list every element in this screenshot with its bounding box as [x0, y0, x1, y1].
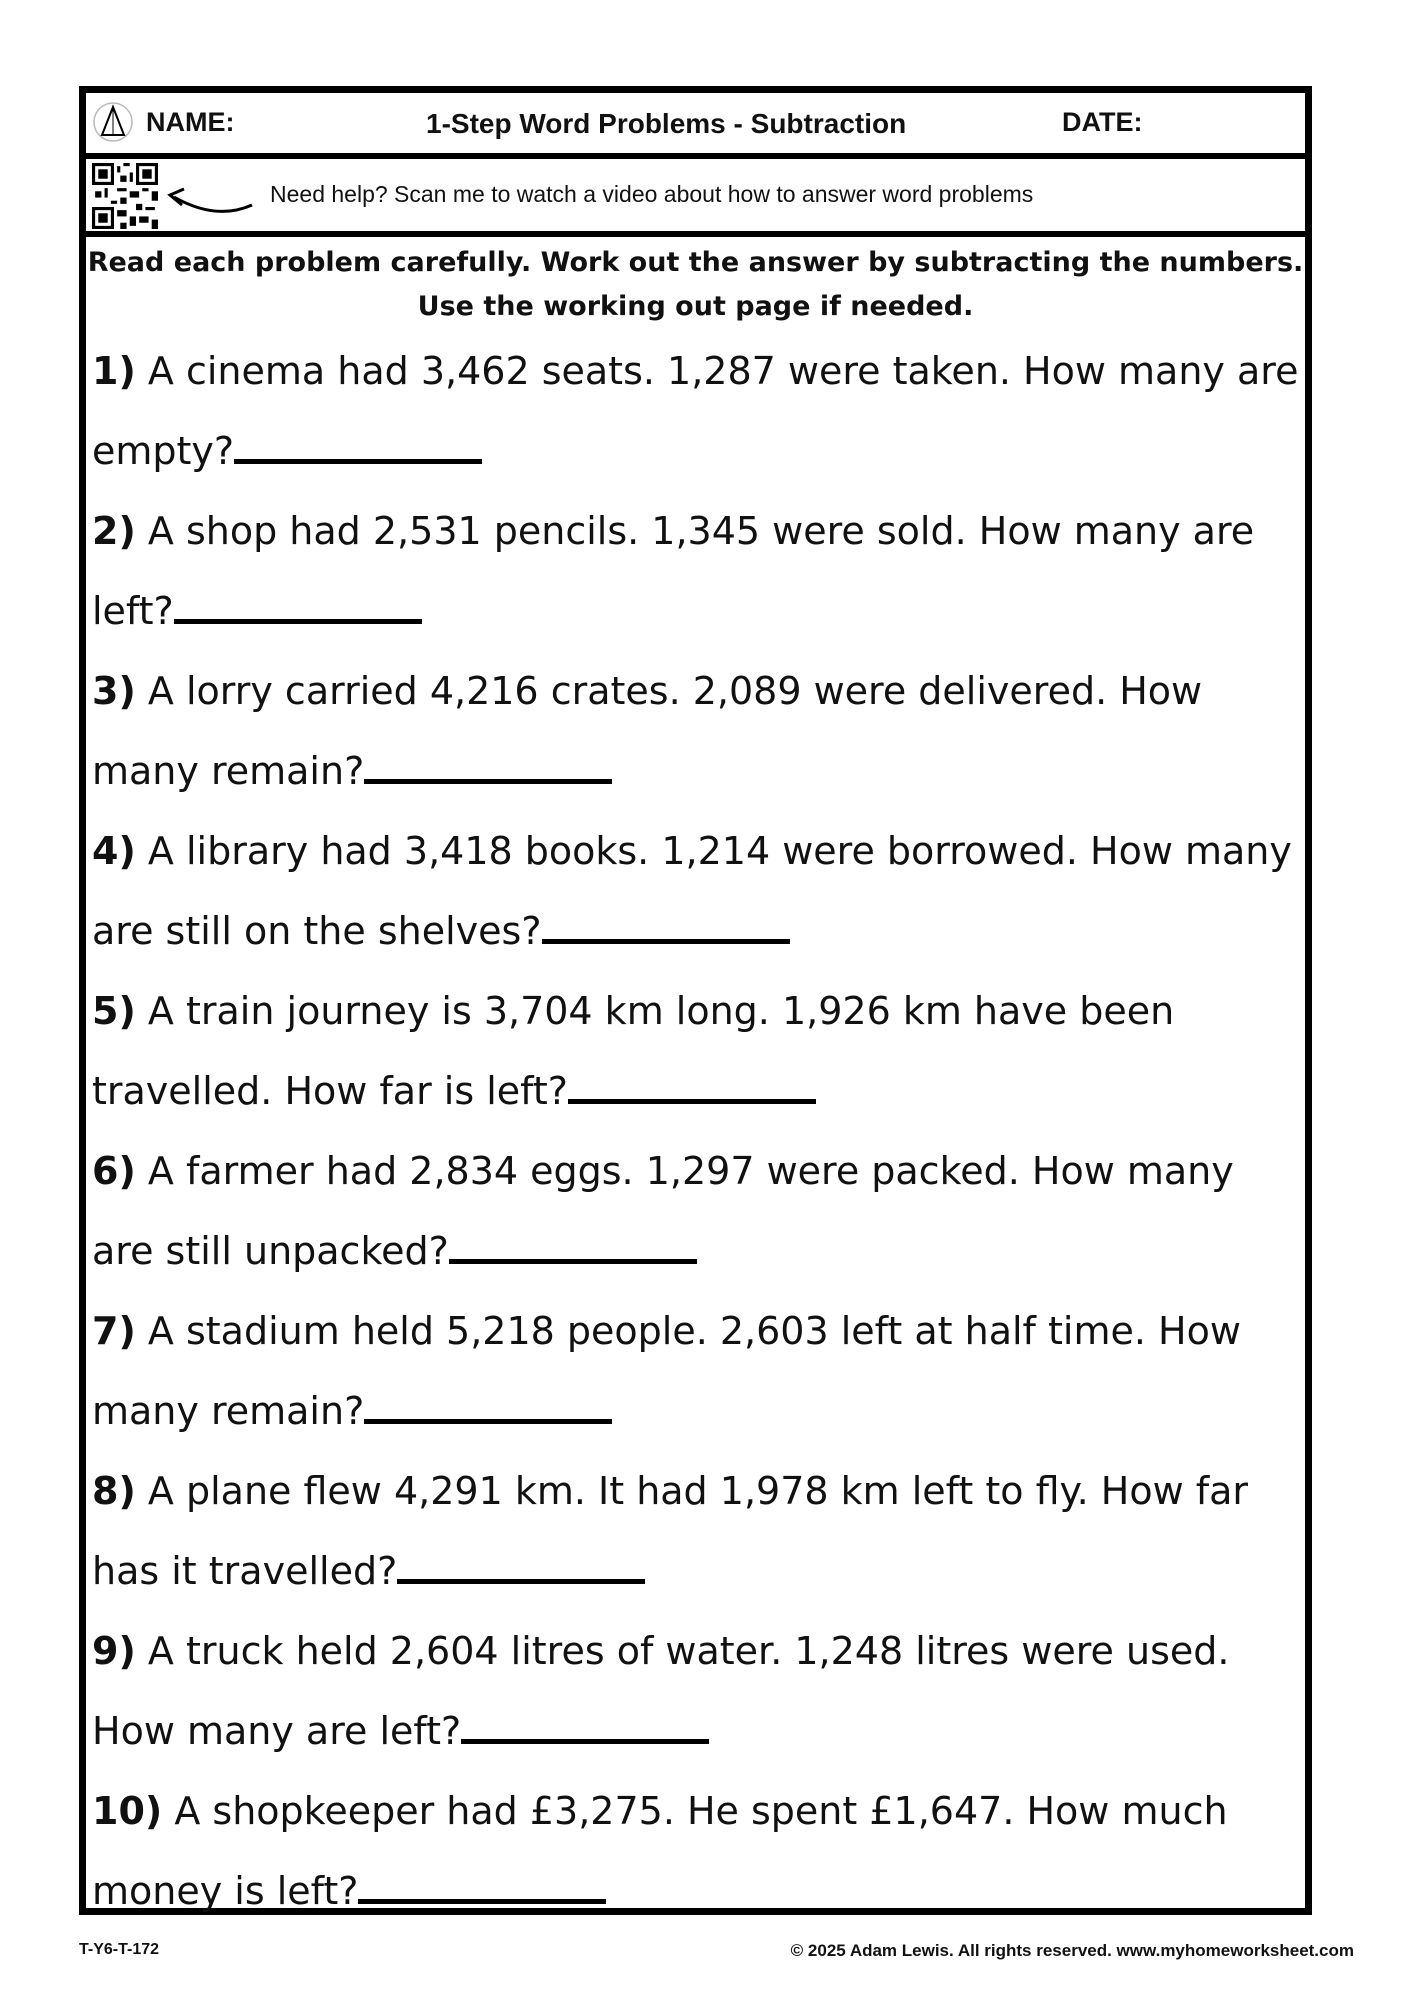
problem-text: A stadium held 5,218 people. 2,603 left at half time. How many remain?	[92, 1309, 1241, 1433]
problem-number: 3)	[92, 669, 136, 713]
problem-text: A shop had 2,531 pencils. 1,345 were sold. How many are left?	[92, 509, 1255, 633]
problem-text: A shopkeeper had £3,275. He spent £1,647. How much money is left?	[92, 1789, 1228, 1913]
instructions-line-1: Read each problem carefully. Work out the answer by subtracting the numbers.	[87, 247, 1304, 278]
problem-number: 9)	[92, 1629, 136, 1673]
answer-blank[interactable]	[364, 749, 612, 784]
answer-blank[interactable]	[568, 1069, 816, 1104]
problem-number: 5)	[92, 989, 136, 1033]
problem-text: A lorry carried 4,216 crates. 2,089 were delivered. How many remain?	[92, 669, 1203, 793]
problem-2	[92, 491, 1302, 651]
triangle-logo-icon	[92, 101, 134, 143]
answer-blank[interactable]	[461, 1709, 709, 1744]
problem-text: A truck held 2,604 litres of water. 1,248 litres were used. How many are left?	[92, 1629, 1230, 1753]
problem-number: 1)	[92, 349, 136, 393]
problem-number: 7)	[92, 1309, 136, 1353]
instructions-line-2: Use the working out page if needed.	[417, 291, 974, 322]
worksheet-frame	[79, 86, 1312, 1915]
problem-number: 4)	[92, 829, 136, 873]
header-row	[86, 93, 1305, 159]
problem-text: A library had 3,418 books. 1,214 were borrowed. How many are still on the shelves?	[92, 829, 1292, 953]
name-label: NAME:	[146, 107, 235, 137]
instructions	[86, 241, 1305, 329]
problem-7	[92, 1291, 1302, 1451]
answer-blank[interactable]	[234, 429, 482, 464]
problem-4	[92, 811, 1302, 971]
worksheet-code: T-Y6-T-172	[79, 1941, 160, 1958]
problem-3	[92, 651, 1302, 811]
problem-9	[92, 1611, 1302, 1771]
problem-number: 10)	[92, 1789, 163, 1833]
curved-arrow-icon	[156, 173, 256, 223]
problem-text: A train journey is 3,704 km long. 1,926 km have been travelled. How far is left?	[92, 989, 1175, 1113]
problem-number: 6)	[92, 1149, 136, 1193]
problem-number: 8)	[92, 1469, 136, 1513]
qr-code-icon[interactable]	[92, 163, 158, 229]
problem-number: 2)	[92, 509, 136, 553]
answer-blank[interactable]	[174, 589, 422, 624]
problem-8	[92, 1451, 1302, 1611]
answer-blank[interactable]	[364, 1389, 612, 1424]
problem-text: A farmer had 2,834 eggs. 1,297 were packed. How many are still unpacked?	[92, 1149, 1234, 1273]
problem-6	[92, 1131, 1302, 1291]
answer-blank[interactable]	[449, 1229, 697, 1264]
copyright-footer: © 2025 Adam Lewis. All rights reserved. www.myhomeworksheet.com	[790, 1941, 1354, 1960]
worksheet-title: 1-Step Word Problems - Subtraction	[426, 108, 907, 139]
problem-5	[92, 971, 1302, 1131]
answer-blank[interactable]	[397, 1549, 645, 1584]
problem-list	[92, 331, 1302, 1931]
help-text: Need help? Scan me to watch a video about how to answer word problems	[270, 181, 1034, 207]
problem-10	[92, 1771, 1302, 1931]
answer-blank[interactable]	[358, 1869, 606, 1904]
answer-blank[interactable]	[542, 909, 790, 944]
problem-1	[92, 331, 1302, 491]
help-row	[86, 159, 1305, 237]
problem-text: A cinema had 3,462 seats. 1,287 were taken. How many are empty?	[92, 349, 1299, 473]
problem-text: A plane flew 4,291 km. It had 1,978 km left to fly. How far has it travelled?	[92, 1469, 1249, 1593]
date-label: DATE:	[1062, 107, 1143, 137]
